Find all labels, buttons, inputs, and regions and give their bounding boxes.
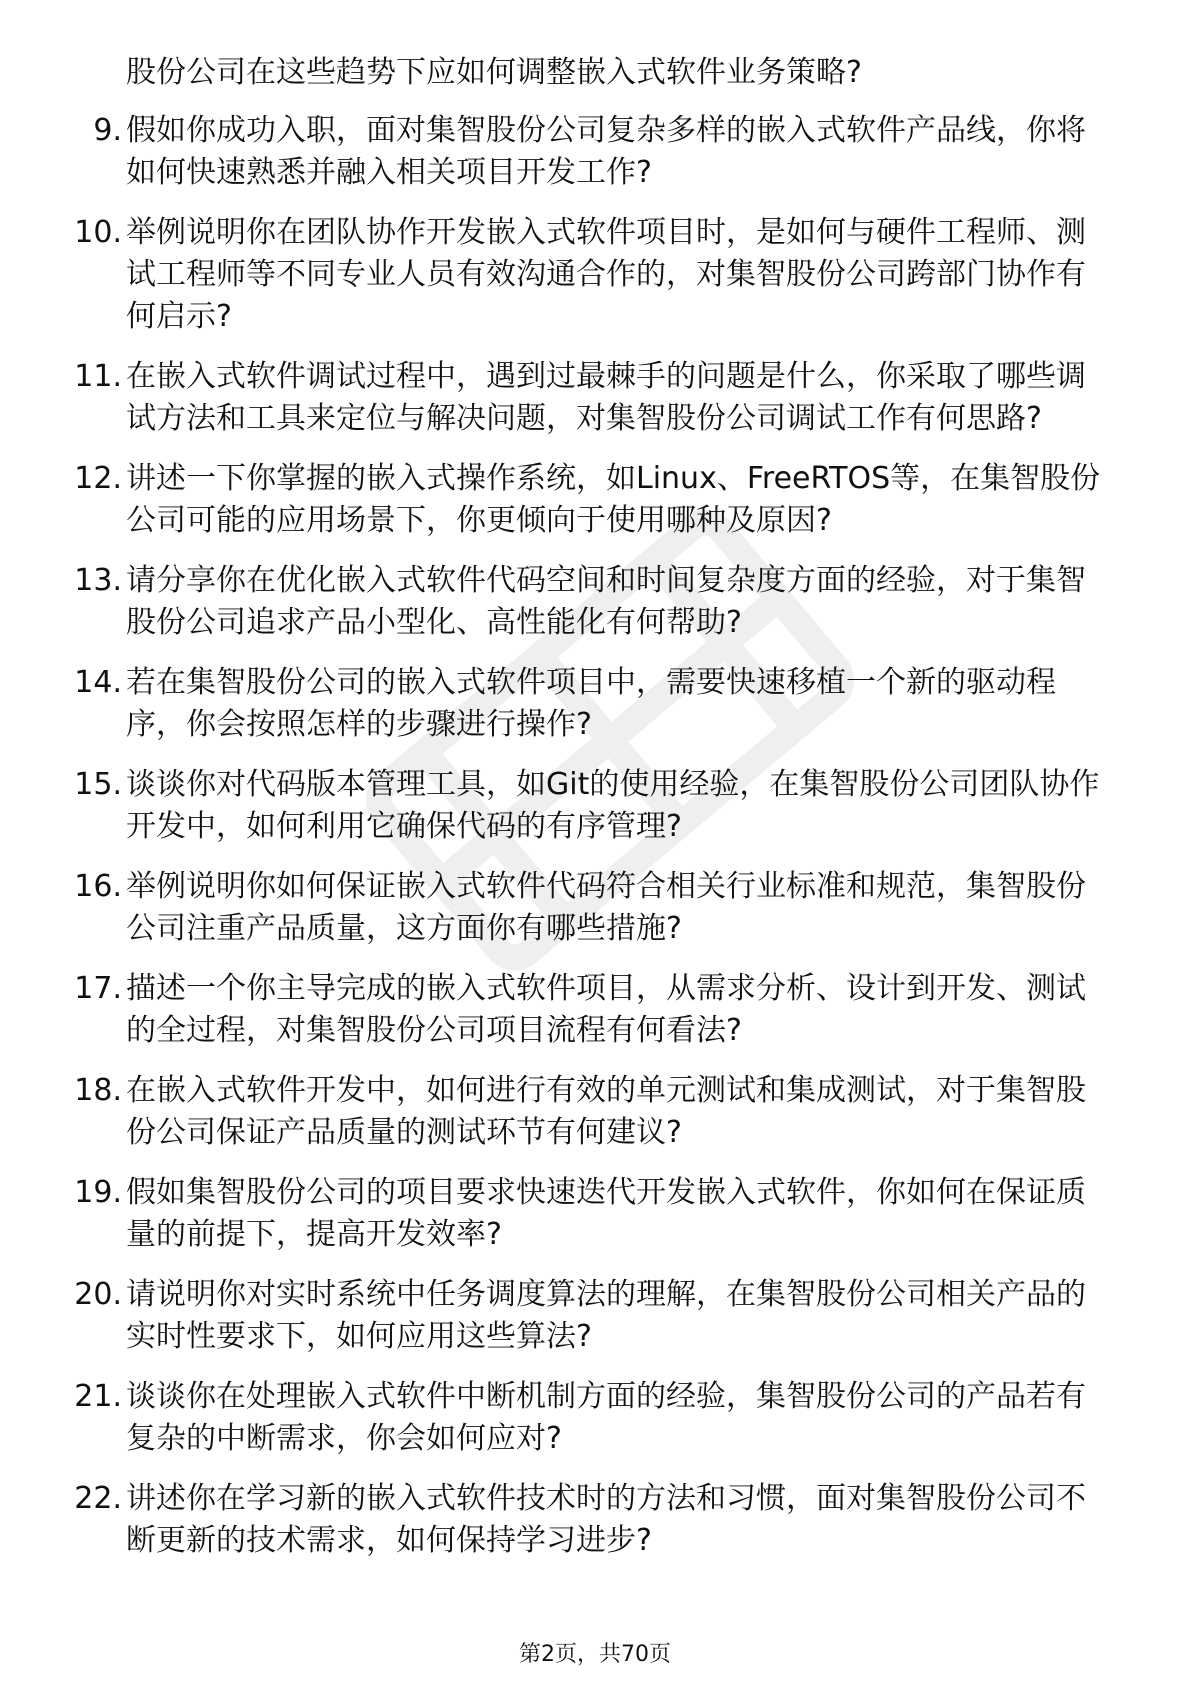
list-item [0, 764, 1190, 848]
question-text: 讲述一下你掌握的嵌入式操作系统，如Linux、FreeRTOS等，在集智股份公司可能的应用场景下，你更倾向于使用哪种及原因? [126, 461, 1101, 538]
question-text: 谈谈你对代码版本管理工具，如Git的使用经验，在集智股份公司团队协作开发中，如何利用它确保代码的有序管理? [126, 767, 1100, 844]
question-text: 描述一个你主导完成的嵌入式软件项目，从需求分析、设计到开发、测试的全过程，对集智股份公司项目流程有何看法? [126, 971, 1086, 1048]
question-text: 在嵌入式软件开发中，如何进行有效的单元测试和集成测试，对于集智股份公司保证产品质量的测试环节有何建议? [126, 1073, 1086, 1150]
question-text: 举例说明你在团队协作开发嵌入式软件项目时，是如何与硬件工程师、测试工程师等不同专业人员有效沟通合作的，对集智股份公司跨部门协作有何启示? [126, 215, 1086, 334]
list-item [0, 1070, 1190, 1154]
list-item [0, 1274, 1190, 1358]
list-item [0, 356, 1190, 440]
question-text: 假如集智股份公司的项目要求快速迭代开发嵌入式软件，你如何在保证质量的前提下，提高开发效率? [126, 1175, 1086, 1252]
list-item [0, 1376, 1190, 1460]
question-number: 11. [74, 359, 122, 394]
question-text: 举例说明你如何保证嵌入式软件代码符合相关行业标准和规范，集智股份公司注重产品质量，这方面你有哪些措施? [126, 869, 1086, 946]
question-number: 21. [74, 1379, 122, 1414]
question-number: 13. [74, 563, 122, 598]
question-number: 9. [93, 113, 122, 148]
list-item [0, 662, 1190, 746]
question-number: 12. [74, 461, 122, 496]
question-text: 讲述你在学习新的嵌入式软件技术时的方法和习惯，面对集智股份公司不断更新的技术需求，如何保持学习进步? [126, 1481, 1086, 1558]
question-text: 在嵌入式软件调试过程中，遇到过最棘手的问题是什么，你采取了哪些调试方法和工具来定位与解决问题，对集智股份公司调试工作有何思路? [126, 359, 1086, 436]
question-number: 16. [74, 869, 122, 904]
continuation-text: 股份公司在这些趋势下应如何调整嵌入式软件业务策略? [126, 55, 862, 90]
question-number: 19. [74, 1175, 122, 1210]
question-number: 17. [74, 971, 122, 1006]
list-item [0, 866, 1190, 950]
list-item [0, 968, 1190, 1052]
list-item [0, 458, 1190, 542]
question-number: 22. [74, 1481, 122, 1516]
question-text: 请分享你在优化嵌入式软件代码空间和时间复杂度方面的经验，对于集智股份公司追求产品小型化、高性能化有何帮助? [126, 563, 1086, 640]
list-item [0, 110, 1190, 194]
question-text: 若在集智股份公司的嵌入式软件项目中，需要快速移植一个新的驱动程序，你会按照怎样的步骤进行操作? [126, 665, 1056, 742]
question-number: 15. [74, 767, 122, 802]
question-number: 10. [74, 215, 122, 250]
page-footer: 第2页，共70页 [519, 1642, 671, 1667]
question-text: 请说明你对实时系统中任务调度算法的理解，在集智股份公司相关产品的实时性要求下，如何应用这些算法? [126, 1277, 1086, 1354]
question-text: 假如你成功入职，面对集智股份公司复杂多样的嵌入式软件产品线，你将如何快速熟悉并融入相关项目开发工作? [126, 113, 1086, 190]
question-text: 谈谈你在处理嵌入式软件中断机制方面的经验，集智股份公司的产品若有复杂的中断需求，你会如何应对? [126, 1379, 1086, 1456]
list-item [0, 1478, 1190, 1562]
list-item [0, 212, 1190, 338]
question-number: 18. [74, 1073, 122, 1108]
question-list [0, 110, 1190, 1580]
list-item [0, 560, 1190, 644]
question-number: 14. [74, 665, 122, 700]
list-item [0, 1172, 1190, 1256]
question-number: 20. [74, 1277, 122, 1312]
